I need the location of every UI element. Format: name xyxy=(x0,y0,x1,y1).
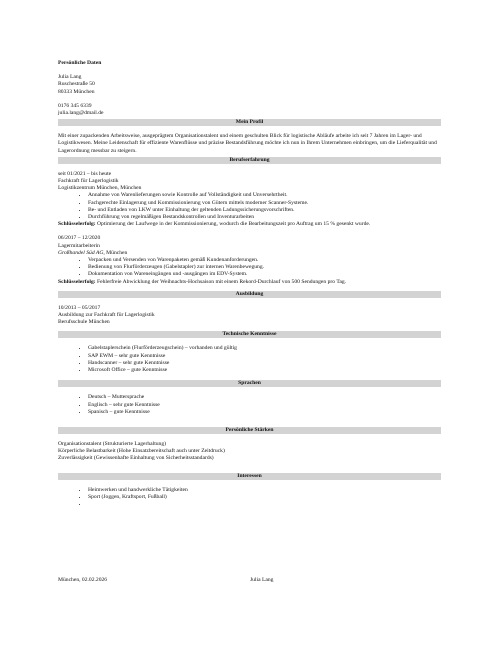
job2-bullets xyxy=(58,257,441,279)
list-item: • Dokumentation von Wareneingängen und -ausgängen im EDV-System. xyxy=(88,271,441,278)
education-period: 10/2013 – 05/2017 xyxy=(58,304,101,311)
strength-item: Körperliche Belastbarkeit (Hohe Einsatzbereitschaft auch unter Zeitdruck) xyxy=(58,448,225,455)
personal-heading: Persönliche Daten xyxy=(58,60,102,66)
personal-city: 80333 München xyxy=(58,88,95,95)
list-item: • Verpacken und Versenden von Warenpaketen gemäß Kundenanforderungen. xyxy=(88,257,441,264)
job1-title: Fachkraft für Lagerlogistik xyxy=(58,178,119,185)
education-heading: Ausbildung xyxy=(58,291,441,298)
job2-company-name: Großhandel Süd AG xyxy=(58,249,104,256)
education-school: Berufsschule München xyxy=(58,319,110,326)
strength-item: Organisationstalent (Strukturierte Lagerhaltung) xyxy=(58,440,167,447)
job2-company xyxy=(58,250,441,257)
personal-email: julia.lang@dmail.de xyxy=(58,110,104,117)
list-item: • Fachgerechte Einlagerung und Kommissionierung von Gütern mittels moderner Scanner-Systeme. xyxy=(88,200,441,207)
strength-item: Zuverlässigkeit (Gewissenhafte Einhaltung von Sicherheitsstandards) xyxy=(58,455,214,462)
job1-period: seit 01/2021 – bis heute xyxy=(58,170,112,177)
profile-heading: Mein Profil xyxy=(58,119,441,126)
list-item: • Annahme von Warenlieferungen sowie Kontrolle auf Vollständigkeit und Unversehrtheit. xyxy=(88,192,441,199)
interests-heading: Interessen xyxy=(58,473,441,480)
job2-company-city: , München xyxy=(103,249,128,256)
cv-content xyxy=(58,0,441,508)
list-item: • Handscanner – sehr gute Kenntnisse xyxy=(88,360,441,367)
job2-title: Lagermitarbeiterin xyxy=(58,242,100,249)
list-item: • SAP EWM – sehr gute Kenntnisse xyxy=(88,353,441,360)
list-item: • Deutsch – Muttersprache xyxy=(88,394,441,401)
job2-success xyxy=(58,279,441,286)
job2-success-text: Fehlerfreie Abwicklung der Weihnachts-Hochsaison mit einem Rekord-Durchlauf von 500 Sendungen pro Tag. xyxy=(95,278,347,285)
personal-phone: 0176 345 6339 xyxy=(58,102,92,109)
list-item: • Bedienung von Flurförderzeugen (Gabelstapler) zur internen Warenbewegung. xyxy=(88,264,441,271)
strengths-heading: Persönliche Stärken xyxy=(58,427,441,434)
job1-bullets xyxy=(58,192,441,221)
list-item: • Heimwerken und handwerkliche Tätigkeiten xyxy=(88,487,441,494)
job1-success-text: Optimierung der Laufwege in der Kommissionierung, wodurch die Bearbeitungszeit pro Auftrag um 15 % gesenkt wurde. xyxy=(95,221,371,228)
job1-company: Logistikzentrum München, München xyxy=(58,185,142,192)
job1-success-label: Schlüsselerfolg: xyxy=(58,221,96,228)
list-item xyxy=(88,501,441,508)
list-item: • Englisch – sehr gute Kenntnisse xyxy=(88,402,441,409)
job1-success xyxy=(58,221,441,228)
list-item: • Microsoft Office – gute Kenntnisse xyxy=(88,367,441,374)
list-item: • Gabelstaplerschein (Flurförderzeugschein) – vorhanden und gültig xyxy=(88,345,441,352)
profile-text: Mit einer zupackenden Arbeitsweise, ausgeprägtem Organisationstalent und einem geschulten Blick für logistische Abläufe arbeite ich seit 7 Jahren im Lager- und Logistikwesen. Meine Leidenschaft für effiziente Warenflüsse und präzise Bestandsführung möchte ich nun in Ihrem Unternehmen einbringen, um die Lieferqualität und Lagerordnung messbar zu steigern. xyxy=(58,133,437,154)
languages-heading: Sprachen xyxy=(58,380,441,387)
list-item: • Sport (Joggen, Kraftsport, Fußball) xyxy=(88,494,441,501)
list-item: • Be- und Entladen von LKW unter Einhaltung der geltenden Ladungssicherungsvorschriften. xyxy=(88,207,441,214)
list-item: • Durchführung von regelmäßigen Bestandskontrollen und Inventurarbeiten xyxy=(88,214,441,221)
list-item: • Spanisch – gute Kenntnisse xyxy=(88,409,441,416)
education-title: Ausbildung zur Fachkraft für Lagerlogistik xyxy=(58,312,155,319)
job2-period: 06/2017 – 12/2020 xyxy=(58,235,101,242)
place-date: München, 02.02.2026 xyxy=(58,577,108,583)
skills-list xyxy=(58,345,441,374)
interests-list xyxy=(58,487,441,509)
signature-name: Julia Lang xyxy=(250,577,274,583)
experience-heading: Berufserfahrung xyxy=(58,157,441,164)
personal-name: Julia Lang xyxy=(58,74,82,81)
languages-list xyxy=(58,394,441,416)
skills-heading: Technische Kenntnisse xyxy=(58,331,441,338)
personal-street: Ruschestraße 50 xyxy=(58,81,95,88)
job2-success-label: Schlüsselerfolg: xyxy=(58,278,96,285)
